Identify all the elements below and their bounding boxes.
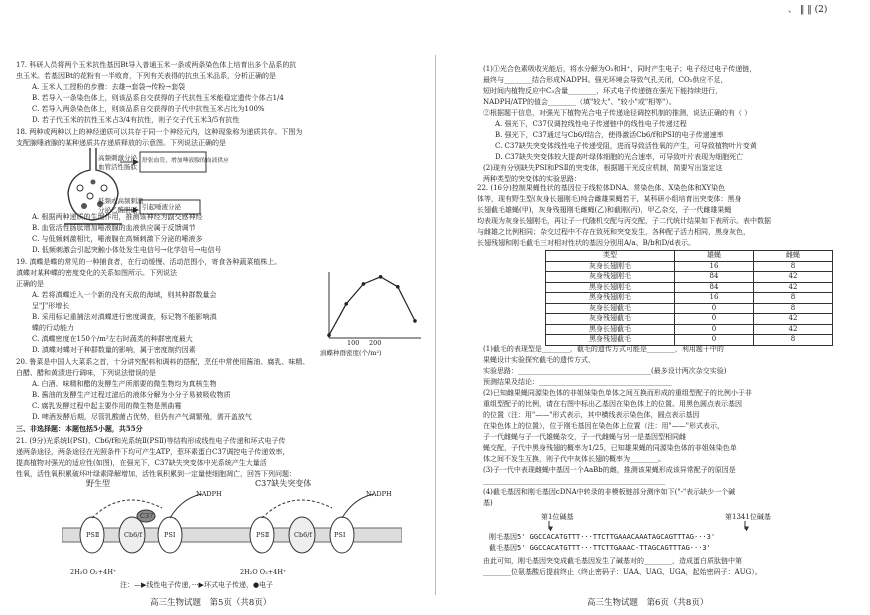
data-point [413,319,417,323]
text-line: (1)截毛的表现型是________，截毛的遗传方式可能是________，利用题干中的 [483,345,724,353]
table-cell: 灰身残翅截毛 [546,314,675,325]
table-row [546,272,833,283]
nadph-label: NADPH [196,490,222,498]
table-cell: 16 [675,293,754,304]
psi-label: PSⅠ [164,531,176,539]
diagram-label: 引起唾液分泌 [142,203,181,211]
cb6f-label: Cb6/f [124,531,142,539]
text-line: 虫玉米。若基因Bt的花粉有一半败育，下列有关表得的抗虫玉米品系，分析正确的是 [16,72,276,80]
psi-label: PSⅠ [334,531,346,539]
sequence-line: 截毛基因5' GGCCACATGTTT···TTCTTGAAAC-TTAGCAGTTTAG···3' [489,544,711,552]
x-tick-label: 100 [347,339,360,347]
text-line: 白醋、醋和黄渍进行调味，下列说法错误的是 [16,369,156,377]
page-header-mark: 、 ‖ ‖ (2) [788,5,828,15]
option-d: D. 滇蝶对蝶对于种群数量的影响，属于密度制约因素 [32,346,196,354]
table-row [546,282,833,293]
cb6f-label: Cb6/f [294,531,312,539]
diagram-label: 分泌乙酰胆碱 [98,206,137,214]
psii-label: PSⅡ [86,531,100,539]
option-c: C. 与低频刺激相比，唾液腺在高频刺激下分泌的唾液多 [32,235,203,243]
table-row [546,293,833,304]
option-a: A. 白酒、味精和醋的发酵生产所需要的微生物均为真核生物 [32,380,217,388]
text-line: (3)子一代中表现雌蝇中基因一个AaBb的雌，推测该果蝇形成该异常配子的原因是 [483,466,736,474]
data-point [396,285,400,289]
right-page [437,0,870,615]
diagram-label: 血管活性肠肽 [98,163,137,171]
table-cell: 8 [754,335,833,346]
diagram-title-mutant: C37缺失突变体 [255,479,312,488]
text-line: (2)已知雌果蝇同源染色体的非姐妹染色单体之间互换而形成的重组型配子的比例小于非 [483,389,752,397]
option-c: C. C37缺失突变体线性电子传递受阻，进而导致活性氧的产生，可导致植物叶片变黄 [495,142,757,150]
text-line: ____________________________________________________ [483,477,665,485]
sequence-marker-label: 第1位碱基 [541,513,574,521]
option-a: A. 玉米人工授粉的步骤：去雄→套袋→传粉→套袋 [32,83,186,91]
table-row [546,324,833,335]
text-line: 19. 滇蝶是蝶的常见的一种捕食者，在行动缓慢、活动范围小，寄食各种蔬菜植株上。 [16,258,282,266]
text-line: 重组型配子的比例，请在右图中标出乙基因在染色体上的位置。用黑色圆点表示基因 [483,400,742,408]
table-header-row [546,251,833,262]
text-line: 蝇交配，子代中黑身残翅的概率为1/25，已知雄果蝇的同源染色体的非姐妹染色单 [483,444,737,452]
option-c: C. 若导入两条染色体上，则该品系自交获得的子代中抗性玉米占比为100% [32,105,265,113]
text-line: 果蝇设计实验探究截毛的遗传方式， [483,356,595,364]
text-line: 体之间不发生互换，则子代中灰体长翅的概率为________。 [483,455,665,463]
text-line: (2)现有分别缺失PSⅠ和PSⅡ的突变体，根据题干光反应机制，简要写出鉴定这 [483,164,723,172]
text-line: 提高植物对强光的适应性(如图)，在强光下，C37缺失突变体中光系统产生大量活 [16,459,267,467]
text-line: 均表现为灰身长翅刚毛，再让子一代随机交配与丙交配，子二代统计结果如下表所示。表中数据 [477,217,771,225]
text-line: 长翅残翅和刚毛截毛三对相对性状的基因分别用A/a、B/b和D/d表示。 [477,239,696,247]
table-cell: 0 [675,314,754,325]
option-d: D. 啤酒发酵后期，尽管乳酸菌占优势，但仍有产气调繁殖，需开盖放气 [32,413,252,421]
option-a: A. 根据两种递质的生理作用，推测该神经为副交感神经 [32,213,203,221]
option-c: C. 滇蝶密度在150个/m²左右时蔬类的种群密度最大 [32,335,193,343]
text-line: 递两条途径，两条途径在光照条件下均可产生ATP，惹环素蛋白C37调控电子传递效率， [16,448,290,456]
table-row [546,303,833,314]
column-header: 类型 [546,251,675,262]
water-label: 2H₂O O₂+4H⁺ [240,568,287,576]
text-line: 体等，现有野生型(灰身长翅刚毛)纯合雌雄果蝇若干，某科研小组培育出突变体：黑身 [477,195,742,203]
option-b: B. 血管活性肠肽增加唾液腺的血液供应属于反馈调节 [32,224,196,232]
text-line: 22. (16分)控制果蝇性状的基因位于线粒体DNA、常染色体、X染色体和XY染色 [477,184,726,192]
option-b: B. 强光下，C37通过与Cb6/f结合，使得激活Cb6/f和PSⅠ的电子传递速率 [495,131,724,139]
diagram-label: 低频或高频刺激 [98,197,144,205]
page-footer: 高三生物试题 第6页（共8页） [587,598,709,608]
text-line: 由此可知，刚毛基因突变成截毛基因发生了碱基对的________，造成蛋白质肽链中第 [483,557,742,565]
table-cell: 0 [675,335,754,346]
option-d: D. 若子代玉米的抗性玉米占3/4有抗性，则子交子代玉米3/5有抗性 [32,116,240,124]
table-cell: 黑身残翅截毛 [546,335,675,346]
table-cell: 黑身残翅刚毛 [546,293,675,304]
nadph-label: NADPH [366,490,392,498]
table-cell: 0 [675,303,754,314]
text-line: ②根据题干信息，对强光下植物光合电子传递途径调控机制的推测，说法正确的有（ ） [483,109,752,117]
table-cell: 0 [675,324,754,335]
data-point [344,302,348,306]
sequence-markers [537,521,837,531]
diagram-label: 舒张血管，增加唾液腺的血液供应 [142,158,229,164]
table-cell: 8 [754,303,833,314]
diagram-title-wild: 野生型 [86,479,110,488]
text-line: NADPH/ATP的值会________（填"较大"、"较小"或"相等"）。 [483,98,676,106]
table-cell: 黑身长翅截毛 [546,324,675,335]
column-header: 雌蝇 [754,251,833,262]
diagram-label: 高频刺激分泌 [98,154,137,162]
table-cell: 16 [675,261,754,272]
phenotype-table [545,250,833,346]
table-cell: 42 [754,324,833,335]
sequence-marker-label: 第1341位碱基 [725,513,771,521]
text-line: 的位置（注：用"——"形式表示，其中横线表示染色体，圆点表示基因 [483,411,700,419]
table-cell: 黑身长翅刚毛 [546,282,675,293]
sequence-line: 刚毛基因5' GGCCACATGTTT···TTCTTGAAACAAATAGCAGTTTAG···3' [489,533,716,541]
option-b: B. 若导入一条染色体上，则该品系自交获得的子代抗性玉米能稳定遗传个体占1/4 [32,94,284,102]
text-line: 与雌雄之比例相同；杂交过程中不存在致死和突变发生，各种配子活力相同，黑身灰色， [477,228,750,236]
text-line: 正确的是 [16,280,44,288]
column-header: 雄蝇 [675,251,754,262]
diagram-legend: 注：—▶线性电子传递，···▶环式电子传递，●电子 [120,581,274,589]
option-a: A. 强光下，C37仅调控线性电子传递链中的线性电子传递过程 [495,120,687,128]
option-c: C. 腐乳发酵过程中起主要作用的微生物是黑曲霉 [32,402,182,410]
option-d: D. C37缺失突变体较大提高叶绿体细胞的光合速率，可导致叶片表现为细胞死亡 [495,153,744,161]
text-line: 性氧，活性氧积累破坏叶绿素降解增加，活性氧积累到一定量使细胞凋亡，回答下列问题： [16,470,296,478]
table-cell: 84 [675,272,754,283]
text-line: 短时间内植物反应中C₃含量________，环式电子传递链在强光下能持续进行， [483,87,723,95]
x-tick-label: 200 [369,339,382,347]
text-line: 20. 鲁菜是中国人大菜系之首，十分讲究配料和调料的搭配，烹任中常使用酱油、腐乳、味精、 [16,358,310,366]
text-line: 支配腺唾液腺的某种递质共存递质释放的示意图。下列说法正确的是 [16,139,226,147]
table-cell: 8 [754,293,833,304]
table-cell: 灰身长翅截毛 [546,303,675,314]
psii-label: PSⅡ [256,531,270,539]
data-point [327,333,331,337]
option-b: B. 酱油的发酵生产过程过滤后的液体分解为小分子易被吸收物质 [32,391,231,399]
text-line: 两种类型的突变体的实验思路： [483,175,581,183]
text-line: 呈"J"形增长 [32,302,70,310]
water-label: 2H₂O O₂+4H⁺ [70,568,117,576]
option-a: A. 若将滇蝶迁入一个新的没有天敌的海域，则其种群数量会 [32,291,217,299]
table-cell: 灰身残翅刚毛 [546,272,675,283]
text-line: 预测结果及结论：______________________________________ [483,378,672,386]
table-row [546,261,833,272]
text-line: (1)①光合色素吸收光能后，将水分解为O₂和H⁺，同时产生电子；电子经过电子传递链， [483,65,757,73]
page-footer: 高三生物试题 第5页（共8页） [150,598,272,608]
text-line: 子一代雌蝇与子一代雄蝇杂交，子一代雌蝇与另一是基因型相同雌 [483,433,686,441]
table-cell: 84 [675,282,754,293]
option-b: B. 采用标记重捕法对滇蝶进行密度调查，标记物不能影响滇 [32,313,217,321]
text-line: 18. 两种或两种以上的神经递质可以共存于同一个神经元内，这种现象称为递质共存。下图为 [16,128,303,136]
data-point [362,282,366,286]
series-line [329,277,415,335]
table-cell: 42 [754,282,833,293]
table-cell: 42 [754,314,833,325]
population-curve-chart [315,268,425,350]
text-line: 滇蝶对某种蝶的密度变化的关系如图所示。下列说法 [16,269,177,277]
option-d: D. 低频刺激会引起突触小体处发生电信号→化学信号→电信号 [32,246,222,254]
text-line: (4)截毛基因和刚毛基因cDNA中转录的非模板链部分测序如下("-"表示缺少一个碱 [483,488,736,496]
text-line: 蝶的行动能力 [32,324,74,332]
table-cell: 42 [754,272,833,283]
c37-label: C37 [140,512,154,520]
section-heading: 三、非选择题：本题包括5小题，共55分 [16,424,143,433]
table-cell: 8 [754,261,833,272]
text-line: 21. (9分)光系统Ⅰ(PSⅠ)、Cb6/f和光系统Ⅱ(PSⅡ)等结构形成线性电子传递和环式电子传 [16,437,286,445]
text-line: 实验思路：______________________________________(最多设计两次杂交实验) [483,367,727,375]
table-row [546,314,833,325]
table-cell: 灰身长翅刚毛 [546,261,675,272]
text-line: 在染色体上的位置），位于刚毛基因在染色体上位置（注：用"——"形式表示， [483,422,724,430]
text-line: 基) [483,499,493,507]
x-axis-label: 滇蝶种群密度(个/m²) [320,349,382,357]
text-line: ________位氨基酸后提前终止（终止密码子：UAA、UAG、UGA，起始密码子：AUG）。 [483,568,762,576]
text-line: 长翅截毛雄蝇(甲)，灰身残翅刚毛雌蝇(乙)和截刚(丙)，甲乙杂交，子一代雌雄果蝇 [477,206,732,214]
text-line: 最终与________结合形成NADPH。强光环境会导致气孔关闭，CO₂供应不足， [483,76,728,84]
text-line: 17. 科研人员将两个玉米抗性基因Bt导入普通玉米一条或两条染色体上培育出多个品系的抗 [16,61,297,69]
data-point [379,275,383,279]
page-divider [435,55,436,595]
photosystem-diagram [62,488,402,578]
